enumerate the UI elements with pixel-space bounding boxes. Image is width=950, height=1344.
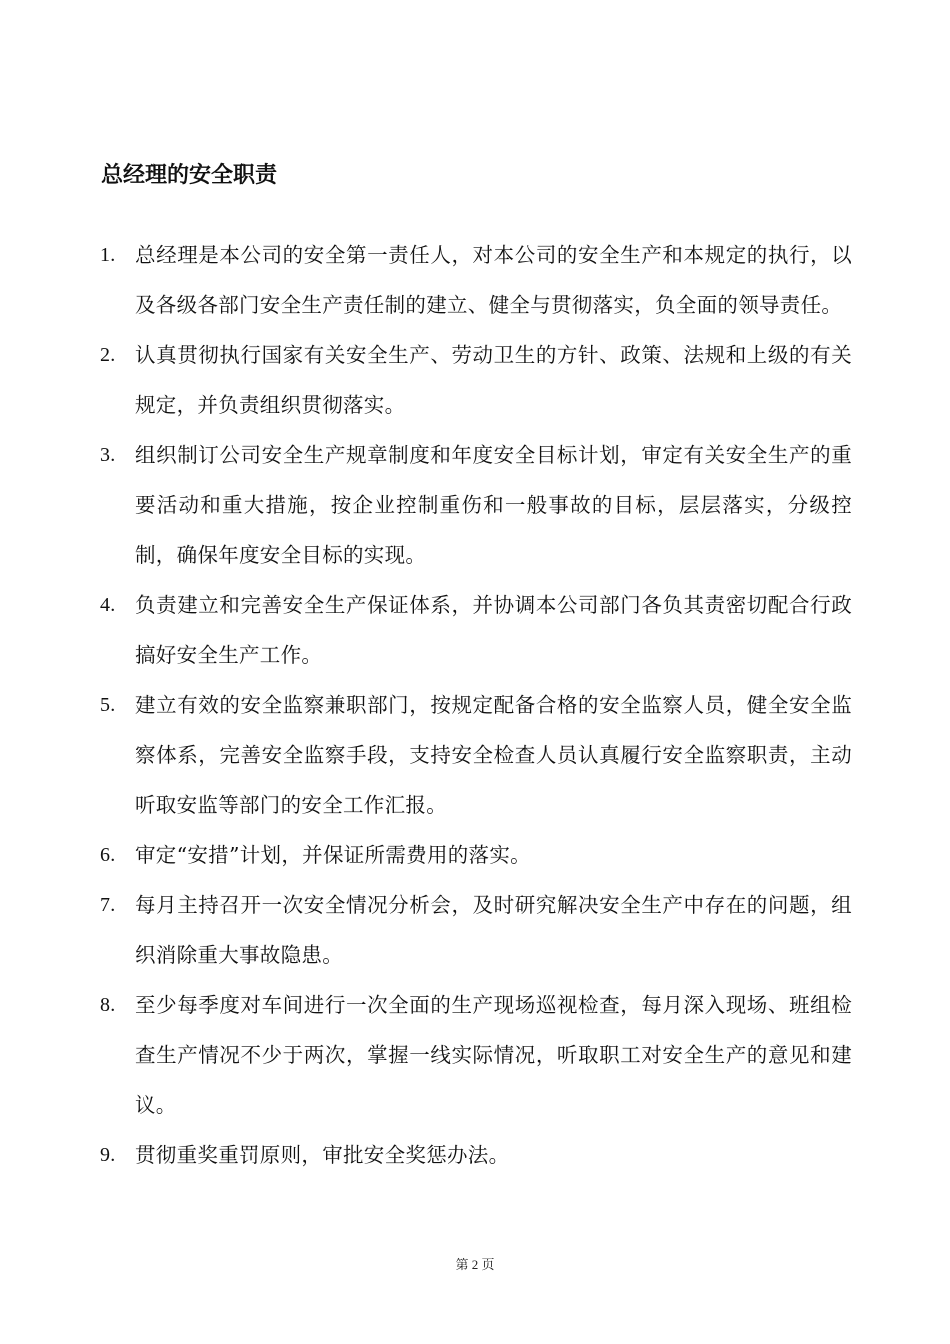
item-number: 9. [100, 1144, 116, 1166]
item-number: 2. [100, 344, 116, 366]
list-item [100, 430, 852, 580]
item-number: 8. [100, 994, 116, 1016]
item-number: 4. [100, 594, 116, 616]
item-text: 审定“安措”计划，并保证所需费用的落实。 [135, 843, 531, 867]
item-text: 负责建立和完善安全生产保证体系，并协调本公司部门各负其责密切配合行政搞好安全生产工作。 [135, 593, 852, 667]
list-item [100, 880, 852, 980]
item-number: 3. [100, 444, 116, 466]
item-text: 组织制订公司安全生产规章制度和年度安全目标计划，审定有关安全生产的重要活动和重大措施，按企业控制重伤和一般事故的目标，层层落实，分级控制，确保年度安全目标的实现。 [135, 443, 852, 567]
item-text: 总经理是本公司的安全第一责任人，对本公司的安全生产和本规定的执行，以及各级各部门安全生产责任制的建立、健全与贯彻落实，负全面的领导责任。 [135, 243, 852, 317]
page-number: 第 2 页 [455, 1257, 495, 1272]
item-text: 建立有效的安全监察兼职部门，按规定配备合格的安全监察人员，健全安全监察体系，完善安全监察手段，支持安全检查人员认真履行安全监察职责，主动听取安监等部门的安全工作汇报。 [135, 693, 852, 817]
list-item [100, 330, 852, 430]
list-item [100, 980, 852, 1130]
item-number: 7. [100, 894, 116, 916]
list-item [100, 230, 852, 330]
item-text: 认真贯彻执行国家有关安全生产、劳动卫生的方针、政策、法规和上级的有关规定，并负责组织贯彻落实。 [135, 343, 852, 417]
duty-list [100, 230, 852, 1180]
document-title: 总经理的安全职责 [101, 163, 278, 188]
list-item [100, 680, 852, 830]
item-number: 5. [100, 694, 116, 716]
list-item [100, 1130, 852, 1180]
item-text: 至少每季度对车间进行一次全面的生产现场巡视检查，每月深入现场、班组检查生产情况不少于两次，掌握一线实际情况，听取职工对安全生产的意见和建议。 [135, 993, 852, 1117]
list-item [100, 830, 852, 880]
item-text: 贯彻重奖重罚原则，审批安全奖惩办法。 [135, 1143, 510, 1167]
item-number: 1. [100, 244, 116, 266]
item-number: 6. [100, 844, 116, 866]
item-text: 每月主持召开一次安全情况分析会，及时研究解决安全生产中存在的问题，组织消除重大事故隐患。 [135, 893, 852, 967]
list-item [100, 580, 852, 680]
